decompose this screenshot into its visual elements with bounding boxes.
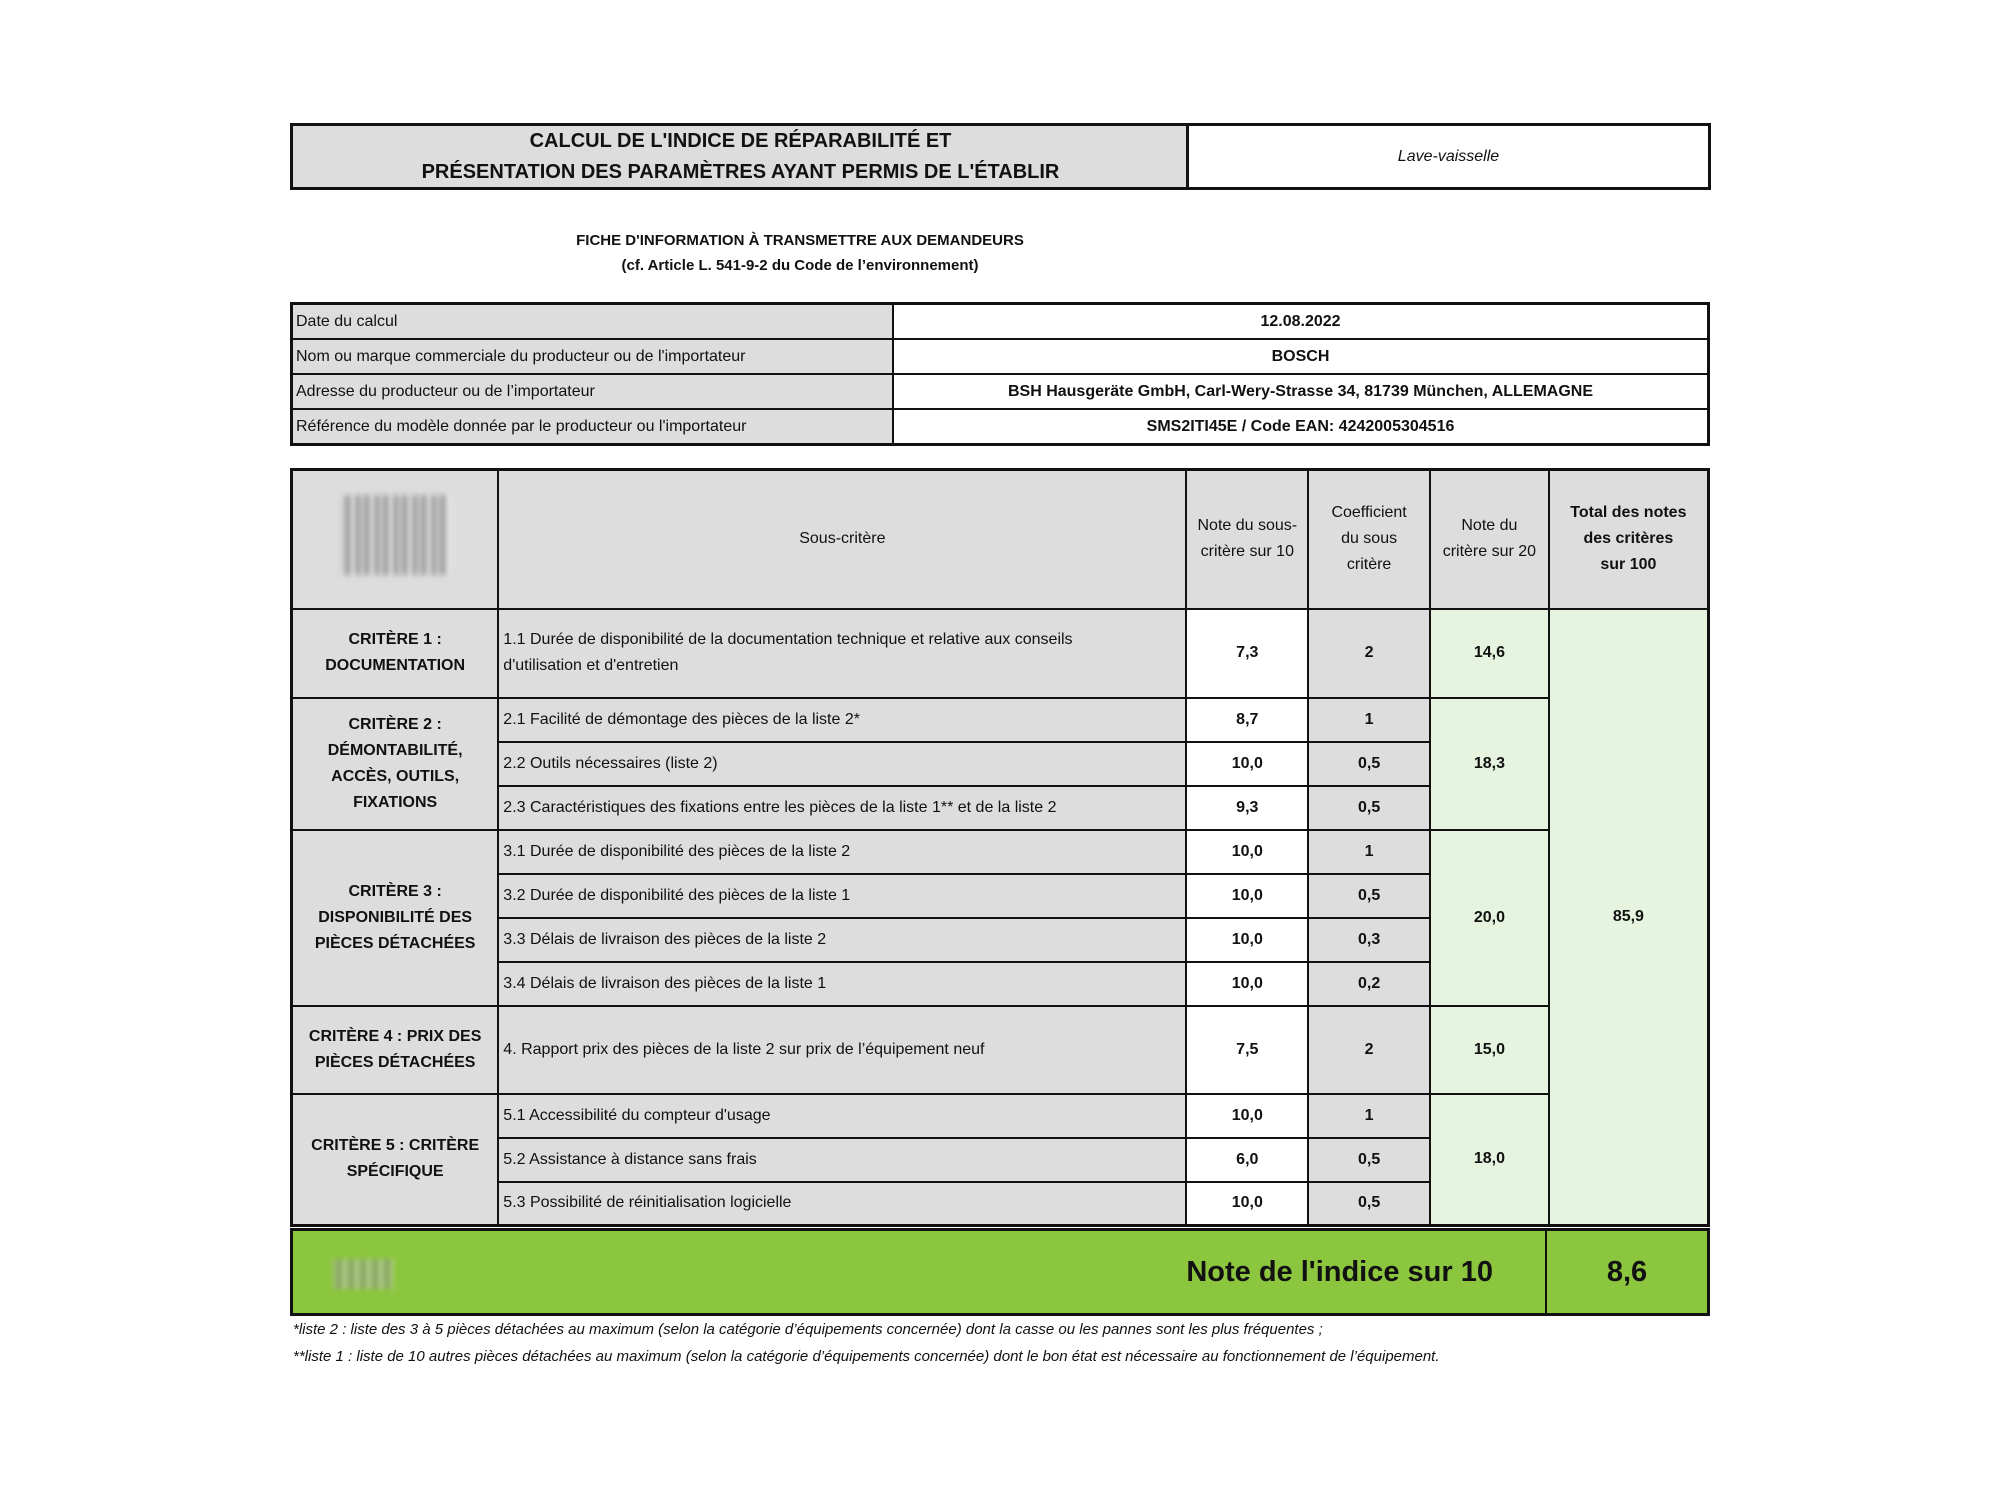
subcriterion-label: 3.2 Durée de disponibilité des pièces de la liste 1 (498, 874, 1186, 918)
criterion-2-score: 18,3 (1430, 698, 1549, 830)
subcriterion-coefficient: 2 (1308, 609, 1430, 698)
header-text: sur 100 (1600, 556, 1657, 574)
sous-critere-header: Sous-critère (498, 470, 1186, 609)
info-label: Nom ou marque commerciale du producteur ou de l'importateur (292, 339, 894, 374)
criterion-text: CRITÈRE 1 : (348, 631, 442, 648)
criterion-text: CRITÈRE 4 : PRIX DES (308, 1027, 482, 1045)
blurred-logo-icon (340, 495, 450, 575)
producer-info-table (290, 302, 1710, 446)
subcriterion-coefficient: 1 (1308, 830, 1430, 874)
table-header-row (292, 470, 1709, 609)
header-text: critère (1346, 556, 1392, 574)
criterion-2-label (292, 698, 499, 830)
subcriterion-note: 6,0 (1186, 1138, 1308, 1182)
subcriterion-coefficient: 0,5 (1308, 1138, 1430, 1182)
subcriterion-coefficient: 1 (1308, 698, 1430, 742)
subcriterion-coefficient: 1 (1308, 1094, 1430, 1138)
subcriterion-note: 10,0 (1186, 742, 1308, 786)
header-text: critère sur 10 (1200, 543, 1294, 561)
subcriterion-note: 7,3 (1186, 609, 1308, 698)
index-score-bar (290, 1228, 1710, 1316)
subcriterion-text: d'utilisation et d'entretien (503, 657, 679, 674)
subcriterion-label: 5.2 Assistance à distance sans frais (498, 1138, 1186, 1182)
fiche-line-1: FICHE D'INFORMATION À TRANSMETTRE AUX DEMANDEURS (576, 232, 1024, 249)
criterion-text: DISPONIBILITÉ DES (318, 908, 473, 926)
criterion-4-label (292, 1006, 499, 1094)
total-header (1549, 470, 1709, 609)
header-text: Total des notes (1570, 504, 1687, 522)
header-text: du sous (1341, 530, 1398, 548)
subcriterion-note: 8,7 (1186, 698, 1308, 742)
total-score: 85,9 (1549, 609, 1709, 1226)
footnote-liste-2: *liste 2 : liste des 3 à 5 pièces détachées au maximum (selon la catégorie d’équipements concernée) dont la casse ou les pannes sont les plus fréquentes ; (293, 1321, 1323, 1338)
subcriterion-label: 4. Rapport prix des pièces de la liste 2 sur prix de l’équipement neuf (498, 1006, 1186, 1094)
subcriterion-label: 5.1 Accessibilité du compteur d'usage (498, 1094, 1186, 1138)
subcriterion-label: 5.3 Possibilité de réinitialisation logicielle (498, 1182, 1186, 1226)
criterion-text: PIÈCES DÉTACHÉES (314, 934, 476, 952)
subcriterion-coefficient: 0,5 (1308, 786, 1430, 830)
criterion-text: DOCUMENTATION (325, 657, 466, 674)
subcriterion-coefficient: 0,2 (1308, 962, 1430, 1006)
index-score-value: 8,6 (1606, 1255, 1648, 1288)
subcriterion-note: 10,0 (1186, 1094, 1308, 1138)
info-label: Référence du modèle donnée par le producteur ou l'importateur (292, 409, 894, 445)
criterion-1-label (292, 609, 499, 698)
index-score-label: Note de l'indice sur 10 (1186, 1255, 1493, 1288)
footnote-liste-1: **liste 1 : liste de 10 autres pièces détachées au maximum (selon la catégorie d’équipements concernée) dont le bon état est nécessaire au fonctionnement de l’équipement. (293, 1348, 1440, 1365)
info-row (292, 304, 1709, 340)
header-text: des critères (1583, 530, 1674, 548)
blurred-logo-icon (333, 1259, 393, 1289)
fiche-heading (290, 228, 1310, 278)
criterion-5-label (292, 1094, 499, 1226)
subcriterion-note: 10,0 (1186, 918, 1308, 962)
subcriterion-label: 3.3 Délais de livraison des pièces de la liste 2 (498, 918, 1186, 962)
table-row (292, 698, 1709, 742)
info-value: 12.08.2022 (893, 304, 1709, 340)
coefficient-header (1308, 470, 1430, 609)
note-critere-header (1430, 470, 1549, 609)
criterion-text: PIÈCES DÉTACHÉES (314, 1053, 476, 1071)
table-row (292, 830, 1709, 874)
subcriterion-note: 7,5 (1186, 1006, 1308, 1094)
subcriterion-note: 10,0 (1186, 1182, 1308, 1226)
info-label: Date du calcul (292, 304, 894, 340)
subcriterion-label: 2.1 Facilité de démontage des pièces de la liste 2* (498, 698, 1186, 742)
subcriterion-label: 3.1 Durée de disponibilité des pièces de la liste 2 (498, 830, 1186, 874)
criterion-text: FIXATIONS (353, 793, 438, 811)
subcriterion-label: 2.2 Outils nécessaires (liste 2) (498, 742, 1186, 786)
subcriterion-label: 3.4 Délais de livraison des pièces de la liste 1 (498, 962, 1186, 1006)
repairability-table (290, 468, 1710, 1227)
criterion-text: CRITÈRE 5 : CRITÈRE (311, 1137, 480, 1155)
subcriterion-coefficient: 0,5 (1308, 742, 1430, 786)
info-value: BSH Hausgeräte GmbH, Carl-Wery-Strasse 34, 81739 München, ALLEMAGNE (893, 374, 1709, 409)
subcriterion-coefficient: 0,5 (1308, 874, 1430, 918)
table-row (292, 1006, 1709, 1094)
subcriterion-coefficient: 0,3 (1308, 918, 1430, 962)
note-sous-critere-header (1186, 470, 1308, 609)
footnotes (293, 1316, 1440, 1370)
info-row (292, 339, 1709, 374)
info-value: SMS2ITI45E / Code EAN: 4242005304516 (893, 409, 1709, 445)
subcriterion-coefficient: 2 (1308, 1006, 1430, 1094)
info-row (292, 409, 1709, 445)
criterion-3-score: 20,0 (1430, 830, 1549, 1006)
criterion-text: SPÉCIFIQUE (346, 1163, 444, 1181)
criterion-text: DÉMONTABILITÉ, (327, 741, 463, 759)
product-category: Lave-vaisselle (1186, 123, 1711, 190)
criterion-header (292, 470, 499, 609)
info-value: BOSCH (893, 339, 1709, 374)
criterion-3-label (292, 830, 499, 1006)
criterion-text: CRITÈRE 2 : (348, 715, 442, 733)
criterion-4-score: 15,0 (1430, 1006, 1549, 1094)
table-row (292, 609, 1709, 698)
header-text: Note du sous- (1197, 517, 1298, 535)
index-score-label-cell (293, 1231, 1547, 1313)
subcriterion-note: 10,0 (1186, 830, 1308, 874)
info-label: Adresse du producteur ou de l’importateur (292, 374, 894, 409)
header-text: Coefficient (1331, 504, 1407, 522)
fiche-line-2: (cf. Article L. 541-9-2 du Code de l’environnement) (621, 257, 979, 274)
info-row (292, 374, 1709, 409)
subcriterion-note: 9,3 (1186, 786, 1308, 830)
title-line-2: PRÉSENTATION DES PARAMÈTRES AYANT PERMIS DE L'ÉTABLIR (421, 160, 1060, 183)
subcriterion-text: 1.1 Durée de disponibilité de la documentation technique et relative aux conseils (503, 631, 1073, 648)
table-row (292, 1094, 1709, 1138)
criterion-text: ACCÈS, OUTILS, (331, 767, 460, 785)
title-line-1: CALCUL DE L'INDICE DE RÉPARABILITÉ ET (529, 129, 952, 152)
subcriterion-label: 2.3 Caractéristiques des fixations entre les pièces de la liste 1** et de la liste 2 (498, 786, 1186, 830)
subcriterion-coefficient: 0,5 (1308, 1182, 1430, 1226)
criterion-5-score: 18,0 (1430, 1094, 1549, 1226)
criterion-text: CRITÈRE 3 : (348, 882, 442, 900)
header-text: critère sur 20 (1442, 543, 1537, 561)
subcriterion-label (498, 609, 1186, 698)
document-title (290, 123, 1188, 190)
criterion-1-score: 14,6 (1430, 609, 1549, 698)
header-text: Note du (1461, 517, 1518, 535)
subcriterion-note: 10,0 (1186, 874, 1308, 918)
subcriterion-note: 10,0 (1186, 962, 1308, 1006)
